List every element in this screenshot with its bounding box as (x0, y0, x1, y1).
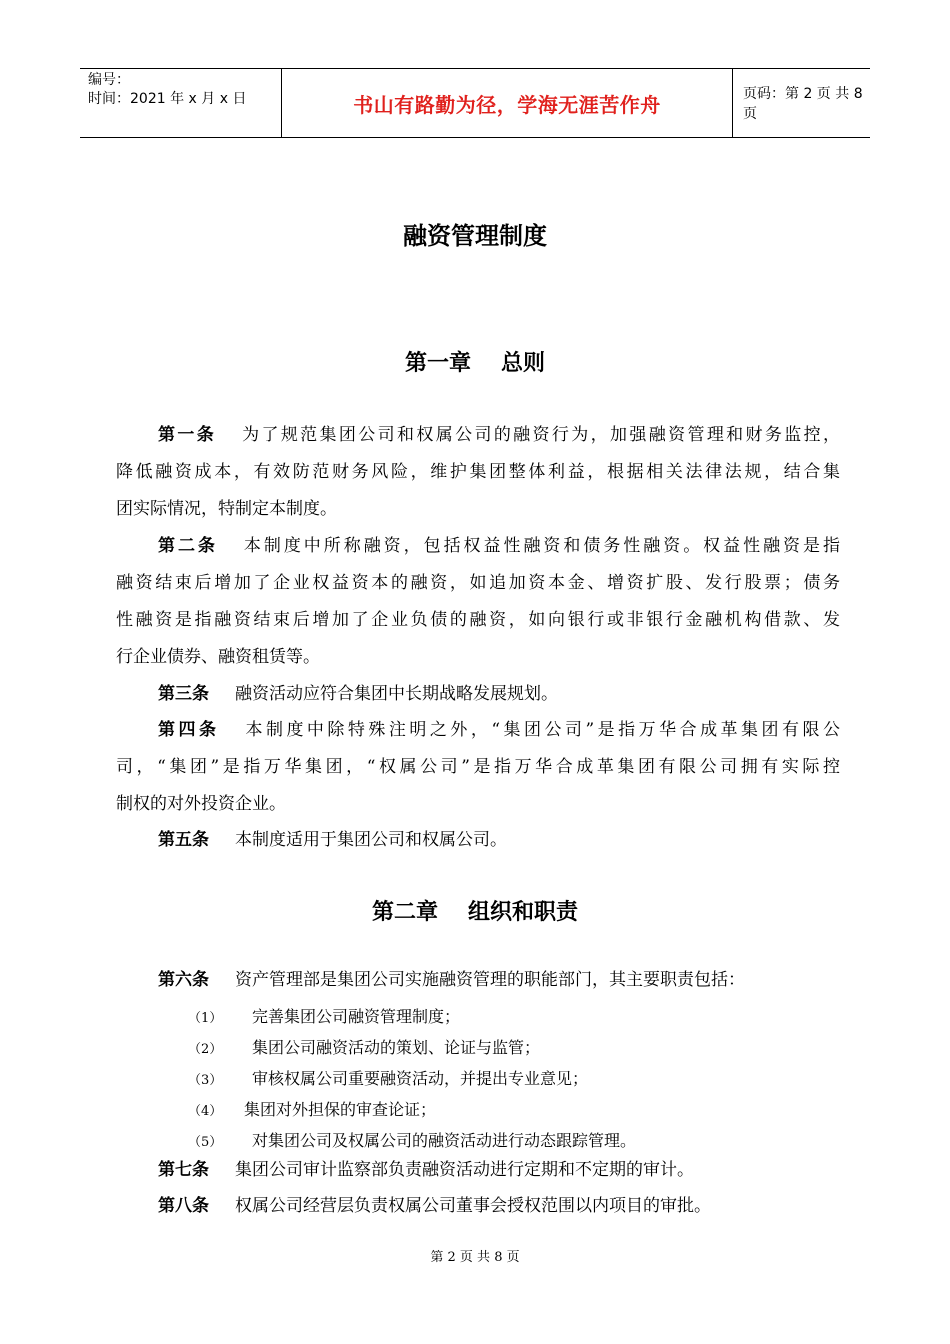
article-number: 第一条 (158, 425, 217, 445)
header-motto-cell (282, 69, 733, 137)
page-footer: 第 2 页 共 8 页 (430, 1250, 520, 1265)
article-3 (116, 676, 840, 713)
article-line: 第四条 本制度中除特殊注明之外，“集团公司”是指万华合成革集团有限公 (158, 720, 840, 740)
article-number: 第二条 (158, 536, 218, 556)
chapter-name: 组织和职责 (468, 900, 579, 925)
article-number: 第七条 (158, 1160, 209, 1180)
list-index: （5） (188, 1135, 223, 1150)
date-label: 时间：2021 年 x 月 x 日 (88, 91, 247, 107)
article-5 (116, 822, 840, 859)
article-7 (116, 1152, 840, 1189)
article-number: 第三条 (158, 684, 209, 704)
article-line: 第五条 本制度适用于集团公司和权属公司。 (158, 830, 507, 850)
list-index: （2） (188, 1042, 223, 1057)
list-index: （3） (188, 1073, 223, 1088)
header-page-cell (733, 69, 870, 137)
list-index: （1） (188, 1011, 223, 1026)
list-text: 完善集团公司融资管理制度； (252, 1007, 461, 1026)
article-line: 第一条 为了规范集团公司和权属公司的融资行为，加强融资管理和财务监控， (158, 425, 841, 445)
article-line: 团实际情况，特制定本制度。 (116, 499, 337, 519)
list-item (188, 1032, 540, 1065)
article-line: 第八条 权属公司经营层负责权属公司董事会授权范围以内项目的审批。 (158, 1196, 711, 1216)
article-line: 降低融资成本，有效防范财务风险，维护集团整体利益，根据相关法律法规，结合集 (116, 462, 840, 482)
list-item (188, 1001, 460, 1034)
list-text: 对集团公司及权属公司的融资活动进行动态跟踪管理。 (252, 1131, 637, 1150)
article-line: 第二条 本制度中所称融资，包括权益性融资和债务性融资。权益性融资是指 (158, 536, 840, 556)
article-6 (116, 962, 840, 999)
chapter-number: 第二章 (371, 900, 438, 925)
article-1 (116, 417, 840, 528)
list-item (188, 1063, 588, 1096)
article-number: 第八条 (158, 1196, 209, 1216)
list-item (188, 1094, 436, 1127)
article-2 (116, 528, 840, 676)
article-line: 第七条 集团公司审计监察部负责融资活动进行定期和不定期的审计。 (158, 1160, 694, 1180)
article-8 (116, 1188, 840, 1225)
chapter-1-heading (0, 346, 950, 377)
article-number: 第六条 (158, 970, 209, 990)
chapter-number: 第一章 (404, 351, 471, 376)
article-line: 制权的对外投资企业。 (116, 794, 286, 814)
article-line: 第六条 资产管理部是集团公司实施融资管理的职能部门，其主要职责包括： (158, 970, 745, 990)
article-4 (116, 712, 840, 823)
article-line: 司，“集团”是指万华集团，“权属公司”是指万华合成革集团有限公司拥有实际控 (116, 757, 840, 777)
list-index: （4） (188, 1104, 223, 1119)
list-text: 集团公司融资活动的策划、论证与监管； (252, 1038, 541, 1057)
list-text: 集团对外担保的审查论证； (244, 1100, 437, 1119)
article-number: 第五条 (158, 830, 209, 850)
list-text: 审核权属公司重要融资活动，并提出专业意见； (252, 1069, 589, 1088)
chapter-2-heading (0, 895, 950, 926)
chapter-name: 总则 (501, 351, 546, 376)
document-title: 融资管理制度 (403, 222, 547, 250)
article-line: 第三条 融资活动应符合集团中长期战略发展规划。 (158, 684, 558, 704)
motto: 书山有路勤为径，学海无涯苦作舟 (353, 92, 661, 117)
article-line: 行企业债券、融资租赁等。 (116, 647, 320, 667)
page-label: 页码：第 2 页 共 8 页 (743, 86, 863, 122)
header-meta (80, 69, 282, 137)
header-table (80, 68, 870, 138)
article-line: 融资结束后增加了企业权益资本的融资，如追加资本金、增资扩股、发行股票；债务 (116, 573, 840, 593)
article-line: 性融资是指融资结束后增加了企业负债的融资，如向银行或非银行金融机构借款、发 (116, 610, 840, 630)
number-label: 编号： (88, 72, 130, 88)
article-number: 第四条 (158, 720, 220, 740)
